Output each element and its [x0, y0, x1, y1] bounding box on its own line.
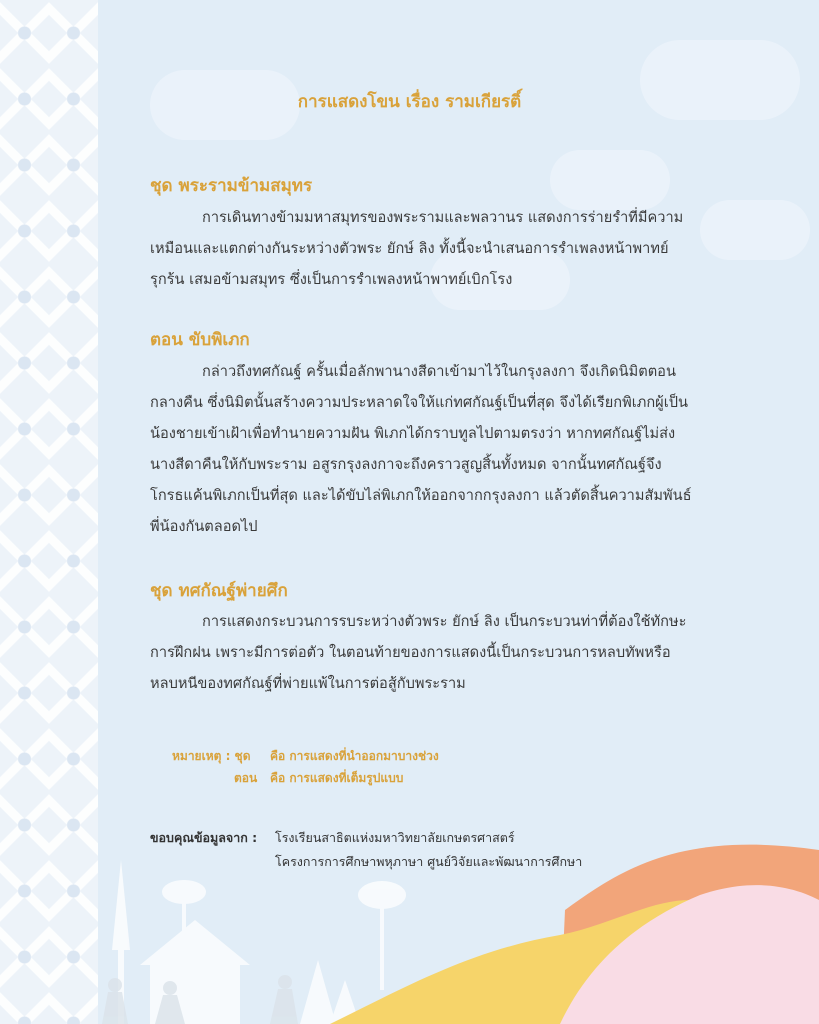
paragraph-line: กลางคืน ซึ่งนิมิตนั้นสร้างความประหลาดใจให้แก่ทศกัณฐ์เป็นที่สุด จึงได้เรียกพิเภกผู้เป็น	[150, 394, 688, 411]
paragraph-line: การแสดงกระบวนการรบระหว่างตัวพระ ยักษ์ ลิง เป็นกระบวนท่าที่ต้องใช้ทักษะ	[202, 613, 687, 630]
note-line: คือ การแสดงที่นำออกมาบางช่วง	[270, 749, 439, 763]
paragraph-line: การฝึกฝน เพราะมีการต่อตัว ในตอนท้ายของการแสดงนี้เป็นกระบวนการหลบทัพหรือ	[150, 644, 671, 661]
section-heading: ตอน ขับพิเภก	[150, 330, 250, 350]
paragraph-line: โกรธแค้นพิเภกเป็นที่สุด และได้ขับไล่พิเภกให้ออกจากกรุงลงกา แล้วตัดสิ้นความสัมพันธ์	[150, 487, 692, 504]
paragraph-line: นางสีดาคืนให้กับพระราม อสูรกรุงลงกาจะถึงคราวสูญสิ้นทั้งหมด จากนั้นทศกัณฐ์จึง	[150, 456, 662, 473]
section-paragraph	[150, 356, 750, 542]
note-line: คือ การแสดงที่เต็มรูปแบบ	[270, 771, 404, 785]
paragraph-line: เหมือนและแตกต่างกันระหว่างตัวพระ ยักษ์ ลิง ทั้งนี้จะนำเสนอการรำเพลงหน้าพาทย์	[150, 240, 669, 257]
section-heading: ชุด ทศกัณฐ์พ่ายศึก	[150, 581, 288, 601]
paragraph-line: หลบหนีของทศกัณฐ์ที่พ่ายแพ้ในการต่อสู้กับพระราม	[150, 675, 466, 692]
paragraph-line: การเดินทางข้ามมหาสมุทรของพระรามและพลวานร แสดงการร่ายรำที่มีความ	[202, 209, 684, 226]
paragraph-line: น้องชายเข้าเฝ้าเพื่อทำนายความฝัน พิเภกได้กราบทูลไปตามตรงว่า หากทศกัณฐ์ไม่ส่ง	[150, 425, 676, 442]
note-term: ตอน	[234, 771, 258, 785]
note-label: หมายเหตุ : ชุด	[172, 749, 251, 763]
paragraph-line: พี่น้องกันตลอดไป	[150, 518, 258, 535]
page-title: การแสดงโขน เรื่อง รามเกียรติ์	[297, 92, 522, 112]
paragraph-line: รุกร้น เสมอข้ามสมุทร ซึ่งเป็นการรำเพลงหน้าพาทย์เบิกโรง	[150, 271, 513, 288]
paragraph-line: กล่าวถึงทศกัณฐ์ ครั้นเมื่อลักพานางสีดาเข้ามาไว้ในกรุงลงกา จึงเกิดนิมิตตอน	[202, 363, 676, 380]
section-paragraph	[150, 606, 750, 699]
credits-line: โรงเรียนสาธิตแห่งมหาวิทยาลัยเกษตรศาสตร์	[275, 830, 515, 845]
credits-line: โครงการการศึกษาพหุภาษา ศูนย์วิจัยและพัฒนาการศึกษา	[275, 854, 583, 869]
credits-label: ขอบคุณข้อมูลจาก :	[150, 830, 258, 845]
section-heading: ชุด พระรามข้ามสมุทร	[150, 176, 313, 196]
section-paragraph	[150, 202, 750, 295]
